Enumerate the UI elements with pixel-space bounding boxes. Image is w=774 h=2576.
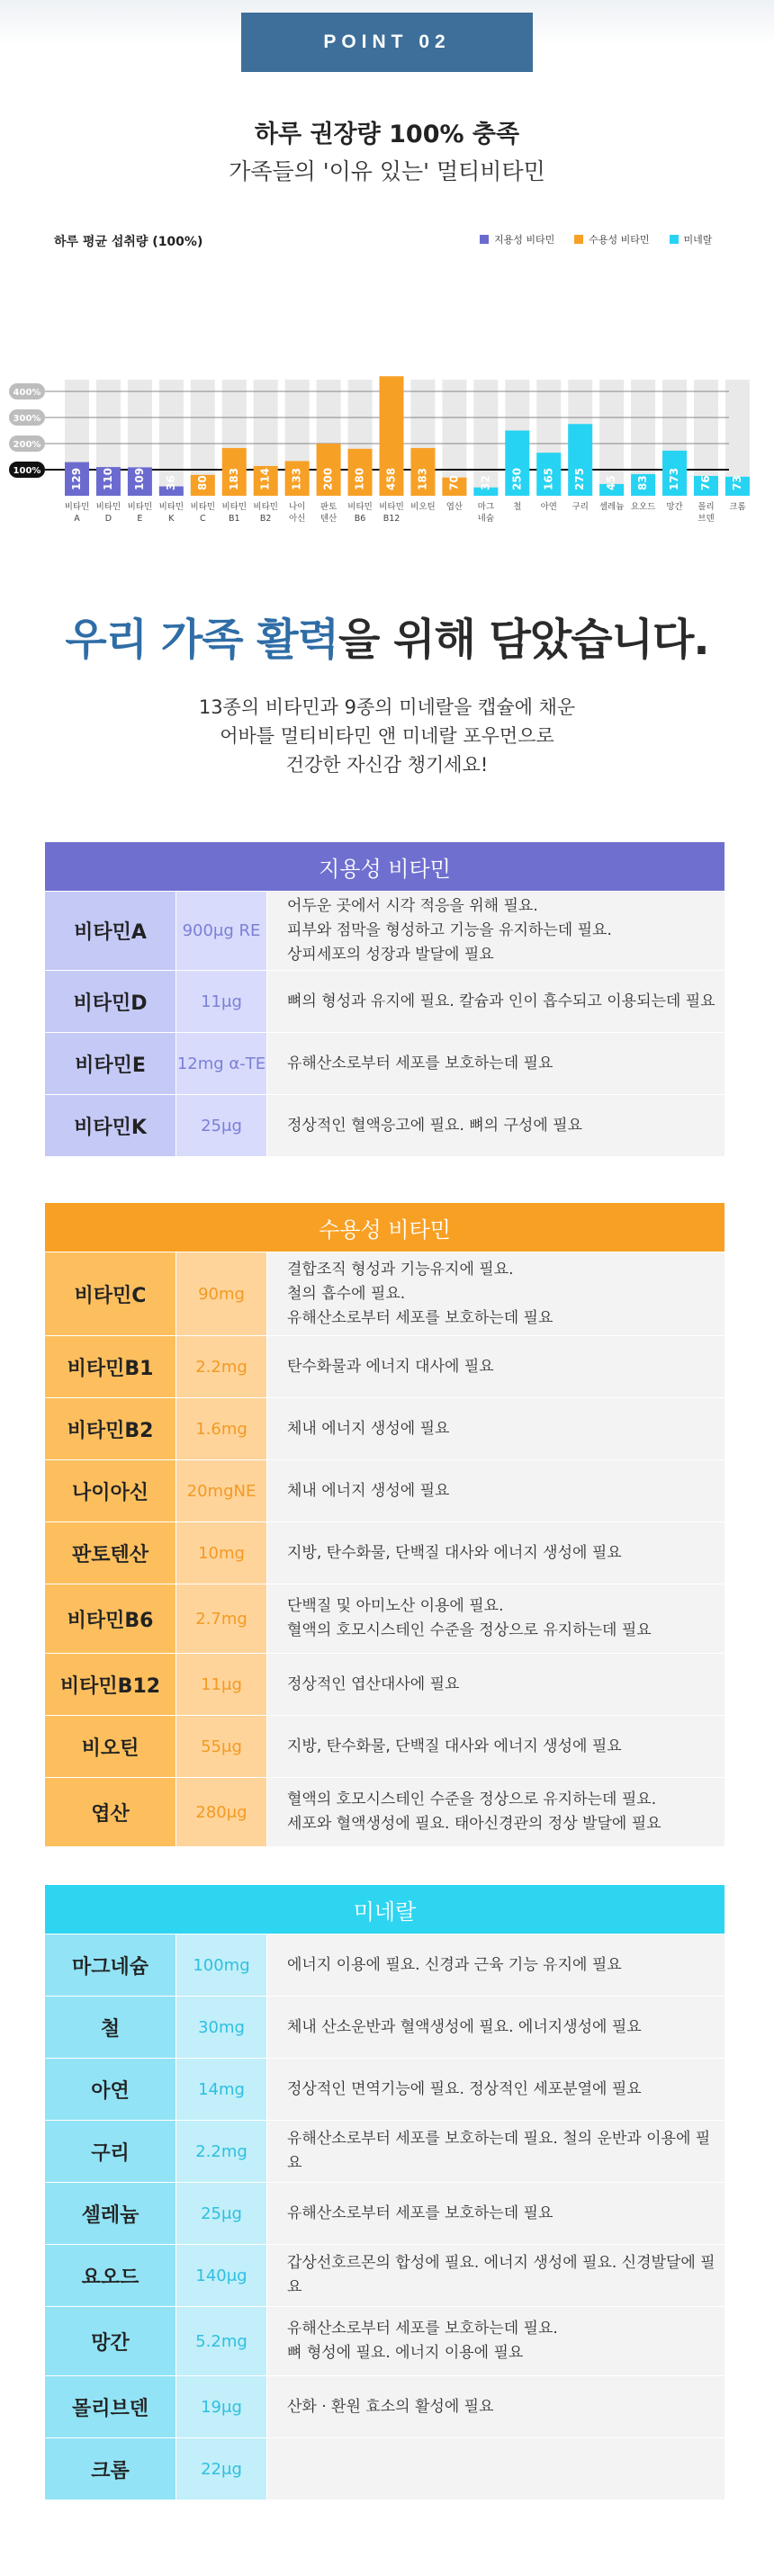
category-label: 비타민 (379, 502, 404, 512)
description-line: 어바틀 멀티비타민 앤 미네랄 포우먼으로 (220, 725, 554, 747)
nutrient-name: 비타민B6 (45, 1584, 176, 1653)
table-row (45, 1336, 724, 1397)
description-line: 탄수화물과 에너지 대사에 필요 (287, 1357, 494, 1376)
nutrient-name: 구리 (45, 2121, 176, 2182)
ytick-label: 200% (13, 440, 41, 450)
category-label: 네슘 (477, 514, 495, 524)
description-line: 산화 · 환원 효소의 활성에 필요 (287, 2397, 494, 2416)
category-label: B12 (382, 514, 400, 524)
table-row (45, 1934, 724, 1996)
nutrient-amount: 11μg (176, 1654, 266, 1715)
nutrient-description (267, 1654, 724, 1715)
description-line: 결합조직 형성과 기능유지에 필요. (287, 1260, 514, 1279)
bar-value-label: 73 (730, 475, 743, 490)
nutrient-name: 비타민A (45, 892, 176, 970)
description-line: 체내 에너지 생성에 필요 (287, 1481, 450, 1500)
table-row (45, 2307, 724, 2375)
legend-label-water: 수용성 비타민 (589, 234, 650, 246)
nutrient-amount: 90mg (176, 1252, 266, 1335)
nutrient-name: 요오드 (45, 2245, 176, 2306)
category-label: 비타민 (158, 502, 184, 512)
nutrient-name: 비타민E (45, 1033, 176, 1094)
bar-value-label: 173 (668, 467, 681, 490)
description-line: 유해산소로부터 세포를 보호하는데 필요. 철의 운반과 이용에 필요 (287, 2130, 711, 2172)
chart-legend (480, 232, 712, 247)
nutrient-description (267, 1934, 724, 1996)
nutrient-amount: 19μg (176, 2376, 266, 2437)
description-line: 어두운 곳에서 시각 적응을 위해 필요. (287, 897, 538, 915)
description-line: 뼈 형성에 필요. 에너지 이용에 필요 (287, 2344, 524, 2362)
description-line: 유해산소로부터 세포를 보호하는데 필요 (287, 1054, 554, 1073)
nutrient-amount: 22μg (176, 2438, 266, 2500)
description-line: 세포와 혈액생성에 필요. 태아신경관의 정상 발달에 필요 (287, 1815, 662, 1833)
slogan-accent: 우리 가족 활력 (65, 615, 339, 665)
nutrient-description (267, 2307, 724, 2375)
table-row (45, 1398, 724, 1459)
legend-label-mineral: 미네랄 (683, 234, 713, 246)
nutrient-amount: 140μg (176, 2245, 266, 2306)
category-label: 크롬 (729, 502, 746, 512)
slogan (0, 605, 774, 667)
description-line: 정상적인 혈액응고에 필요. 뼈의 구성에 필요 (287, 1116, 583, 1135)
category-label: A (74, 514, 80, 524)
nutrient-amount: 14mg (176, 2059, 266, 2120)
description-line: 갑상선호르몬의 합성에 필요. 에너지 생성에 필요. 신경발달에 필요 (287, 2254, 716, 2296)
table-row (45, 2121, 724, 2182)
point-badge: POINT 02 (241, 13, 533, 72)
table-row (45, 2376, 724, 2437)
nutrient-amount: 1.6mg (176, 1398, 266, 1459)
mineral-table (45, 1885, 724, 2500)
ytick-label: 400% (13, 388, 41, 398)
table-row (45, 1654, 724, 1715)
ytick-label: 100% (13, 466, 41, 476)
headline-secondary: 가족들의 '이유 있는' 멀티비타민 (229, 158, 545, 184)
bar-value-label: 70 (447, 475, 461, 490)
nutrient-amount: 10mg (176, 1522, 266, 1584)
nutrient-amount: 5.2mg (176, 2307, 266, 2375)
nutrient-name: 비타민K (45, 1095, 176, 1156)
nutrient-description (267, 2376, 724, 2437)
description-line: 혈액의 호모시스테인 수준을 정상으로 유지하는데 필요. (287, 1791, 657, 1809)
nutrient-name: 크롬 (45, 2438, 176, 2500)
table-row (45, 1778, 724, 1846)
water-soluble-table (45, 1203, 724, 1846)
bar-value-label: 133 (290, 467, 303, 490)
bar-value-label: 109 (132, 467, 146, 490)
description-line: 정상적인 면역기능에 필요. 정상적인 세포분열에 필요 (287, 2079, 642, 2098)
nutrient-name: 비타민C (45, 1252, 176, 1335)
description-line: 13종의 비타민과 9종의 미네랄을 캡슐에 채운 (198, 696, 576, 718)
nutrient-description (267, 1460, 724, 1521)
description-line: 건강한 자신감 챙기세요! (285, 754, 489, 776)
nutrient-name: 셀레늄 (45, 2183, 176, 2244)
description-line: 체내 산소운반과 혈액생성에 필요. 에너지생성에 필요 (287, 2017, 642, 2036)
bar-value-label: 200 (321, 467, 335, 490)
legend-swatch-mineral (670, 235, 679, 244)
description-line: 뼈의 형성과 유지에 필요. 칼슘과 인이 흡수되고 이용되는데 필요 (287, 992, 716, 1010)
description-line: 유해산소로부터 세포를 보호하는데 필요 (287, 2204, 554, 2222)
category-label: 비타민 (190, 502, 216, 512)
nutrient-amount: 100mg (176, 1934, 266, 1996)
category-label: 구리 (572, 502, 589, 512)
nutrient-name: 몰리브덴 (45, 2376, 176, 2437)
table-header: 수용성 비타민 (45, 1203, 724, 1252)
description-line: 혈액의 호모시스테인 수준을 정상으로 유지하는데 필요 (287, 1621, 652, 1639)
nutrient-name: 비타민B12 (45, 1654, 176, 1715)
nutrient-name: 엽산 (45, 1778, 176, 1846)
nutrient-description (267, 1522, 724, 1584)
table-row (45, 1584, 724, 1653)
table-row (45, 1997, 724, 2058)
fat-soluble-table (45, 842, 724, 1156)
table-header: 미네랄 (45, 1885, 724, 1934)
bar-value-label: 83 (636, 475, 650, 490)
table-row (45, 2059, 724, 2120)
table-row (45, 892, 724, 970)
category-label: 나이 (288, 502, 306, 512)
category-label: 아신 (288, 514, 306, 524)
bar-value-label: 458 (384, 467, 398, 490)
legend-label-fat: 지용성 비타민 (494, 234, 555, 246)
category-label: 비타민 (253, 502, 278, 512)
bar-value-label: 129 (70, 467, 83, 490)
nutrient-description (267, 1778, 724, 1846)
description-line: 정상적인 엽산대사에 필요 (287, 1674, 460, 1693)
description-line: 에너지 이용에 필요. 신경과 근육 기능 유지에 필요 (287, 1955, 622, 1974)
nutrient-amount: 55μg (176, 1716, 266, 1777)
description-line: 단백질 및 아미노산 이용에 필요. (287, 1597, 504, 1615)
headline-primary: 하루 권장량 100% 충족 (254, 121, 520, 148)
table-row (45, 1460, 724, 1521)
legend-item-fat (480, 232, 554, 247)
category-label: C (199, 514, 206, 524)
description (0, 693, 774, 779)
ytick-label: 300% (13, 414, 41, 424)
nutrient-amount: 900μg RE (176, 892, 266, 970)
slogan-rest: 을 위해 담았습니다. (338, 615, 709, 665)
nutrient-amount: 25μg (176, 1095, 266, 1156)
table-row (45, 2438, 724, 2500)
category-label: B6 (354, 514, 366, 524)
bar-value-label: 250 (510, 467, 524, 490)
nutrient-description (267, 892, 724, 970)
nutrient-description (267, 1252, 724, 1335)
category-label: 비오틴 (410, 502, 436, 512)
nutrient-name: 비타민D (45, 971, 176, 1032)
bar-value-label: 45 (605, 475, 618, 490)
bar-value-label: 165 (542, 467, 555, 490)
category-label: K (168, 514, 175, 524)
bar-value-label: 114 (258, 467, 272, 490)
bar-value-label: 183 (416, 467, 429, 490)
description-line: 유해산소로부터 세포를 보호하는데 필요. (287, 2320, 558, 2338)
category-label: 철 (513, 502, 522, 512)
bar-value-label: 36 (164, 475, 177, 490)
table-row (45, 1095, 724, 1156)
category-label: 비타민 (221, 502, 248, 512)
category-label: 판토 (320, 502, 338, 512)
table-header: 지용성 비타민 (45, 842, 724, 891)
bar-value-label: 80 (195, 475, 209, 490)
nutrient-description (267, 1033, 724, 1094)
table-row (45, 1716, 724, 1777)
table-row (45, 2183, 724, 2244)
category-label: 엽산 (446, 502, 464, 512)
bar-value-label: 32 (479, 475, 492, 490)
description-line: 피부와 점막을 형성하고 기능을 유지하는데 필요. (287, 921, 612, 939)
nutrient-description (267, 2438, 724, 2500)
nutrient-name: 비오틴 (45, 1716, 176, 1777)
nutrient-amount: 20mgNE (176, 1460, 266, 1521)
category-label: 요오드 (630, 502, 656, 512)
nutrient-name: 나이아신 (45, 1460, 176, 1521)
nutrient-amount: 2.7mg (176, 1584, 266, 1653)
category-label: 비타민 (64, 502, 90, 512)
category-label: 망간 (666, 502, 683, 512)
nutrient-description (267, 2183, 724, 2244)
nutrient-description (267, 1716, 724, 1777)
category-label: 브덴 (698, 514, 715, 524)
category-label: 셀레늄 (598, 502, 625, 512)
nutrient-description (267, 1095, 724, 1156)
category-label: E (137, 514, 143, 524)
chart-title: 하루 평균 섭취량 (100%) (54, 235, 203, 249)
legend-swatch-fat (480, 235, 489, 244)
category-label: 몰리 (698, 502, 715, 512)
category-label: B1 (228, 514, 240, 524)
bar-value-label: 275 (573, 467, 587, 490)
nutrient-name: 아연 (45, 2059, 176, 2120)
nutrient-amount: 12mg α-TE (176, 1033, 266, 1094)
description-line: 체내 에너지 생성에 필요 (287, 1419, 450, 1438)
description-line: 상피세포의 성장과 발달에 필요 (287, 946, 494, 964)
bar-value-label: 183 (227, 467, 240, 490)
category-label: 비타민 (127, 502, 153, 512)
nutrient-amount: 30mg (176, 1997, 266, 2058)
bar-value-label: 76 (699, 475, 712, 490)
nutrient-amount: 25μg (176, 2183, 266, 2244)
nutrient-description (267, 1336, 724, 1397)
nutrient-description (267, 1584, 724, 1653)
nutrient-description (267, 1997, 724, 2058)
table-row (45, 2245, 724, 2306)
nutrient-name: 마그네슘 (45, 1934, 176, 1996)
category-label: B2 (259, 514, 272, 524)
table-row (45, 1033, 724, 1094)
category-label: 아연 (540, 502, 557, 512)
nutrient-amount: 280μg (176, 1778, 266, 1846)
nutrient-amount: 11μg (176, 971, 266, 1032)
legend-swatch-water (574, 235, 583, 244)
nutrient-amount: 2.2mg (176, 1336, 266, 1397)
nutrient-description (267, 1398, 724, 1459)
table-row (45, 971, 724, 1032)
nutrient-description (267, 2059, 724, 2120)
description-line: 지방, 탄수화물, 단백질 대사와 에너지 생성에 필요 (287, 1543, 622, 1562)
legend-item-mineral (670, 232, 713, 247)
nutrient-name: 비타민B1 (45, 1336, 176, 1397)
description-line: 유해산소로부터 세포를 보호하는데 필요 (287, 1308, 554, 1327)
category-label: 마그 (477, 502, 495, 512)
nutrient-name: 철 (45, 1997, 176, 2058)
description-line: 철의 흡수에 필요. (287, 1284, 406, 1303)
nutrient-description (267, 2121, 724, 2182)
nutrient-description (267, 971, 724, 1032)
nutrient-name: 비타민B2 (45, 1398, 176, 1459)
intake-bar-chart (0, 270, 774, 576)
category-label: 텐산 (320, 514, 338, 524)
table-row (45, 1252, 724, 1335)
legend-item-water (574, 232, 649, 247)
nutrient-amount: 2.2mg (176, 2121, 266, 2182)
nutrient-name: 판토텐산 (45, 1522, 176, 1584)
category-label: 비타민 (95, 502, 122, 512)
category-label: 비타민 (347, 502, 373, 512)
description-line: 지방, 탄수화물, 단백질 대사와 에너지 생성에 필요 (287, 1737, 622, 1755)
nutrient-name: 망간 (45, 2307, 176, 2375)
table-row (45, 1522, 724, 1584)
bar-value-label: 110 (101, 467, 114, 490)
bar-value-label: 180 (353, 467, 366, 490)
nutrient-description (267, 2245, 724, 2306)
category-label: D (104, 514, 112, 524)
